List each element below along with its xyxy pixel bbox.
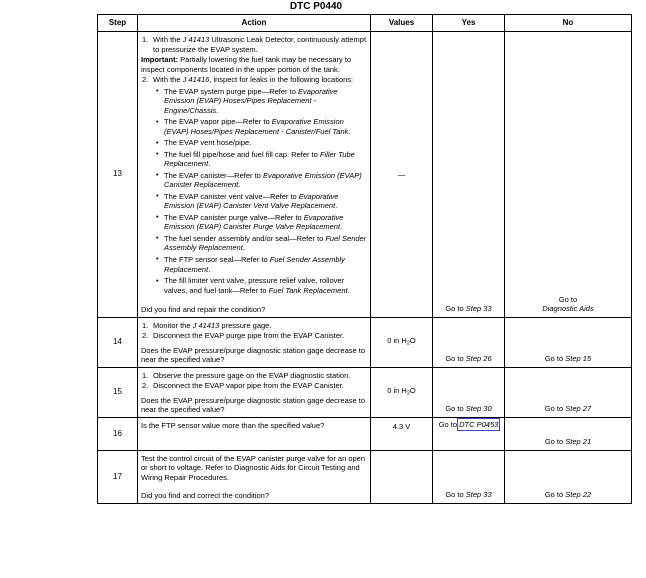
go-to-link[interactable]: Step 26: [465, 354, 492, 364]
yes-cell: [433, 417, 505, 450]
values-cell: [371, 367, 433, 417]
action-question-block: [141, 491, 367, 501]
bullet-marker: •: [156, 233, 159, 243]
text-segment: Filler Tube Replacement: [164, 149, 355, 169]
action-num-block: [141, 75, 367, 85]
bullet-marker: •: [156, 137, 159, 147]
action-cell: [138, 450, 371, 503]
text-segment: Go to: [544, 490, 566, 500]
values-cell: [371, 450, 433, 503]
text-segment: The fill limiter vent valve, pressure relief valve, rollover valves, and fuel tank—Refer to: [164, 276, 345, 295]
table-row-step-14: [98, 317, 632, 367]
page-title: DTC P0440: [289, 1, 343, 12]
text-segment: .: [238, 180, 241, 190]
text-segment: Important:: [141, 55, 181, 65]
text-segment: The EVAP vent hose/pipe.: [164, 138, 252, 148]
text-segment: Go to: [438, 419, 460, 429]
step-cell: 14: [98, 317, 138, 367]
text-segment: Go to: [445, 304, 466, 314]
go-to-link[interactable]: Step 15: [565, 354, 592, 364]
bullet-marker: •: [156, 86, 159, 96]
text-segment: Go to: [445, 490, 466, 500]
text-segment: Fuel Tank Replacement: [268, 285, 348, 295]
table-row-step-13: [98, 32, 632, 317]
action-bullet-block: [156, 117, 367, 136]
text-segment: Observe the pressure gage on the EVAP diagnostic station.: [153, 370, 351, 380]
text-segment: The EVAP vapor pipe—Refer to: [164, 117, 272, 127]
action-bullet-block: [156, 276, 367, 295]
text-segment: The EVAP canister vent valve—Refer to: [164, 191, 299, 201]
text-segment: Go to: [544, 404, 566, 414]
step-cell: 16: [98, 417, 138, 450]
header-row: [98, 15, 632, 32]
text-segment: Go to: [445, 404, 466, 414]
text-segment: , inspect for leaks in the following locations:: [209, 75, 354, 85]
step-cell: 13: [98, 32, 138, 317]
table-row-step-16: [98, 417, 632, 450]
action-cell: [138, 32, 371, 317]
text-segment: Partially lowering the fuel tank may be necessary to inspect components located in the upper portion of the tank.: [141, 55, 352, 74]
text-segment: J 41413: [192, 320, 220, 330]
bullet-marker: •: [156, 170, 159, 180]
bullet-marker: •: [156, 191, 159, 201]
action-plain-block: [141, 55, 367, 74]
action-num-block: [141, 35, 367, 54]
action-bullet-block: [156, 171, 367, 190]
text-segment: .: [242, 243, 245, 253]
action-num-block: [141, 371, 367, 381]
bullet-marker: •: [156, 149, 159, 159]
go-to-link[interactable]: Step 27: [565, 404, 592, 414]
go-to-link[interactable]: Diagnostic Aids: [542, 304, 594, 314]
action-bullet-block: [156, 138, 367, 148]
column-header-no: No: [505, 15, 632, 32]
text-segment: O: [409, 386, 416, 396]
text-segment: Evaporative Emission (EVAP) Canister Purge Valve Replacement: [164, 212, 344, 232]
text-segment: The EVAP canister—Refer to: [164, 170, 263, 180]
text-segment: J 41416: [182, 75, 210, 85]
text-segment: 2: [406, 340, 410, 347]
text-segment: Go to: [445, 354, 466, 364]
text-segment: .: [347, 285, 350, 295]
list-number: 2.: [142, 75, 149, 85]
text-segment: Disconnect the EVAP vapor pipe from the EVAP Canister.: [153, 381, 344, 391]
table-head: [98, 15, 632, 32]
action-cell: [138, 417, 371, 450]
action-bullet-block: [156, 87, 367, 116]
action-question-block: [141, 346, 367, 365]
text-segment: Test the control circuit of the EVAP canister purge valve for an open or short to voltage. Refer to Diagnostic Aids for Circuit Testing and Wiring Repair Procedures.: [141, 453, 366, 482]
bullet-marker: •: [156, 275, 159, 285]
text-segment: Evaporative Emission (EVAP) Canister Vent Valve Replacement: [164, 191, 339, 211]
text-segment: .: [216, 105, 219, 115]
text-segment: Does the EVAP pressure/purge diagnostic station gage decrease to near the specified value?: [141, 395, 366, 415]
text-segment: O: [409, 336, 416, 346]
action-bullet-block: [156, 150, 367, 169]
no-cell: [505, 450, 632, 503]
text-segment: Did you find and correct the condition?: [141, 491, 269, 501]
yes-cell: [433, 317, 505, 367]
text-segment: Fuel Sender Assembly Replacement: [164, 254, 345, 274]
text-segment: .: [208, 159, 211, 169]
text-segment: .: [348, 126, 351, 136]
list-number: 1.: [142, 320, 149, 330]
dtc-diagnostic-table: [97, 14, 632, 504]
text-segment: Go to: [558, 294, 578, 304]
list-number: 1.: [142, 370, 149, 380]
no-cell: [505, 317, 632, 367]
text-segment: Is the FTP sensor value more than the specified value?: [141, 420, 325, 430]
text-segment: With the: [153, 75, 183, 85]
values-cell: [371, 417, 433, 450]
action-num-block: [141, 321, 367, 331]
bullet-marker: •: [156, 212, 159, 222]
text-segment: Did you find and repair the condition?: [141, 305, 266, 315]
text-segment: Go to: [544, 354, 566, 364]
text-segment: .: [335, 201, 338, 211]
go-to-link[interactable]: Step 33: [465, 490, 492, 500]
column-header-action: Action: [138, 15, 371, 32]
step-cell: 15: [98, 367, 138, 417]
action-question-block: [141, 396, 367, 415]
action-num-block: [141, 381, 367, 391]
go-to-link[interactable]: Step 30: [465, 404, 492, 414]
dtc-p0453-link[interactable]: DTC P0453: [459, 419, 499, 429]
text-segment: 0 in H: [387, 336, 407, 346]
action-plain-block: [141, 454, 367, 483]
action-bullet-block: [156, 192, 367, 211]
action-bullet-block: [156, 255, 367, 274]
yes-cell: [433, 450, 505, 503]
text-segment: With the: [153, 35, 183, 45]
action-plain-block: [141, 421, 367, 431]
text-segment: Evaporative Emission (EVAP) Hoses/Pipes Replacement - Canister/Fuel Tank: [164, 117, 349, 136]
text-segment: The FTP sensor seal—Refer to: [164, 254, 270, 264]
text-segment: The fuel sender assembly and/or seal—Refer to: [164, 233, 326, 243]
text-segment: Go to: [544, 437, 566, 447]
text-segment: —: [397, 169, 406, 179]
text-segment: 2: [406, 390, 410, 397]
yes-cell: [433, 367, 505, 417]
list-number: 1.: [142, 35, 149, 45]
action-bullet-block: [156, 234, 367, 253]
text-segment: .: [208, 264, 211, 274]
go-to-link[interactable]: Step 33: [465, 304, 492, 314]
action-cell: [138, 367, 371, 417]
text-segment: .: [340, 222, 343, 232]
text-segment: Fuel Sender Assembly Replacement: [164, 233, 367, 253]
column-header-values: Values: [371, 15, 433, 32]
no-cell: [505, 367, 632, 417]
action-bullet-block: [156, 213, 367, 232]
action-question-block: [141, 305, 367, 315]
text-segment: Ultrasonic Leak Detector, continuously attempt to pressurize the EVAP system.: [153, 35, 367, 54]
go-to-link[interactable]: Step 21: [565, 437, 592, 447]
text-segment: The EVAP canister purge valve—Refer to: [164, 212, 304, 222]
text-segment: 0 in H: [387, 386, 407, 396]
action-cell: [138, 317, 371, 367]
no-cell: [505, 417, 632, 450]
column-header-yes: Yes: [433, 15, 505, 32]
text-segment: Evaporative Emission (EVAP) Canister Replacement: [164, 170, 362, 190]
text-segment: J 41413: [182, 35, 210, 45]
list-number: 2.: [142, 381, 149, 391]
step-cell: 17: [98, 450, 138, 503]
yes-cell: [433, 32, 505, 317]
text-segment: Evaporative Emission (EVAP) Hoses/Pipes Replacement - Engine/Chassis: [164, 86, 338, 115]
values-cell: [371, 32, 433, 317]
list-number: 2.: [142, 331, 149, 341]
table-body: [98, 32, 632, 504]
table-row-step-15: [98, 367, 632, 417]
table-row-step-17: [98, 450, 632, 503]
action-num-block: [141, 331, 367, 341]
bullet-marker: •: [156, 116, 159, 126]
text-segment: The EVAP system purge pipe—Refer to: [164, 86, 298, 96]
text-segment: 4.3 V: [392, 421, 411, 431]
text-segment: The fuel fill pipe/hose and fuel fill cap. Refer to: [164, 149, 320, 159]
values-cell: [371, 317, 433, 367]
text-segment: Disconnect the EVAP purge pipe from the EVAP Canister.: [153, 331, 345, 341]
text-segment: Monitor the: [153, 320, 193, 330]
column-header-step: Step: [98, 15, 138, 32]
go-to-link[interactable]: Step 22: [565, 490, 592, 500]
bullet-marker: •: [156, 254, 159, 264]
text-segment: Does the EVAP pressure/purge diagnostic station gage decrease to near the specified value?: [141, 345, 366, 365]
no-cell: [505, 32, 632, 317]
text-segment: pressure gage.: [219, 320, 272, 330]
